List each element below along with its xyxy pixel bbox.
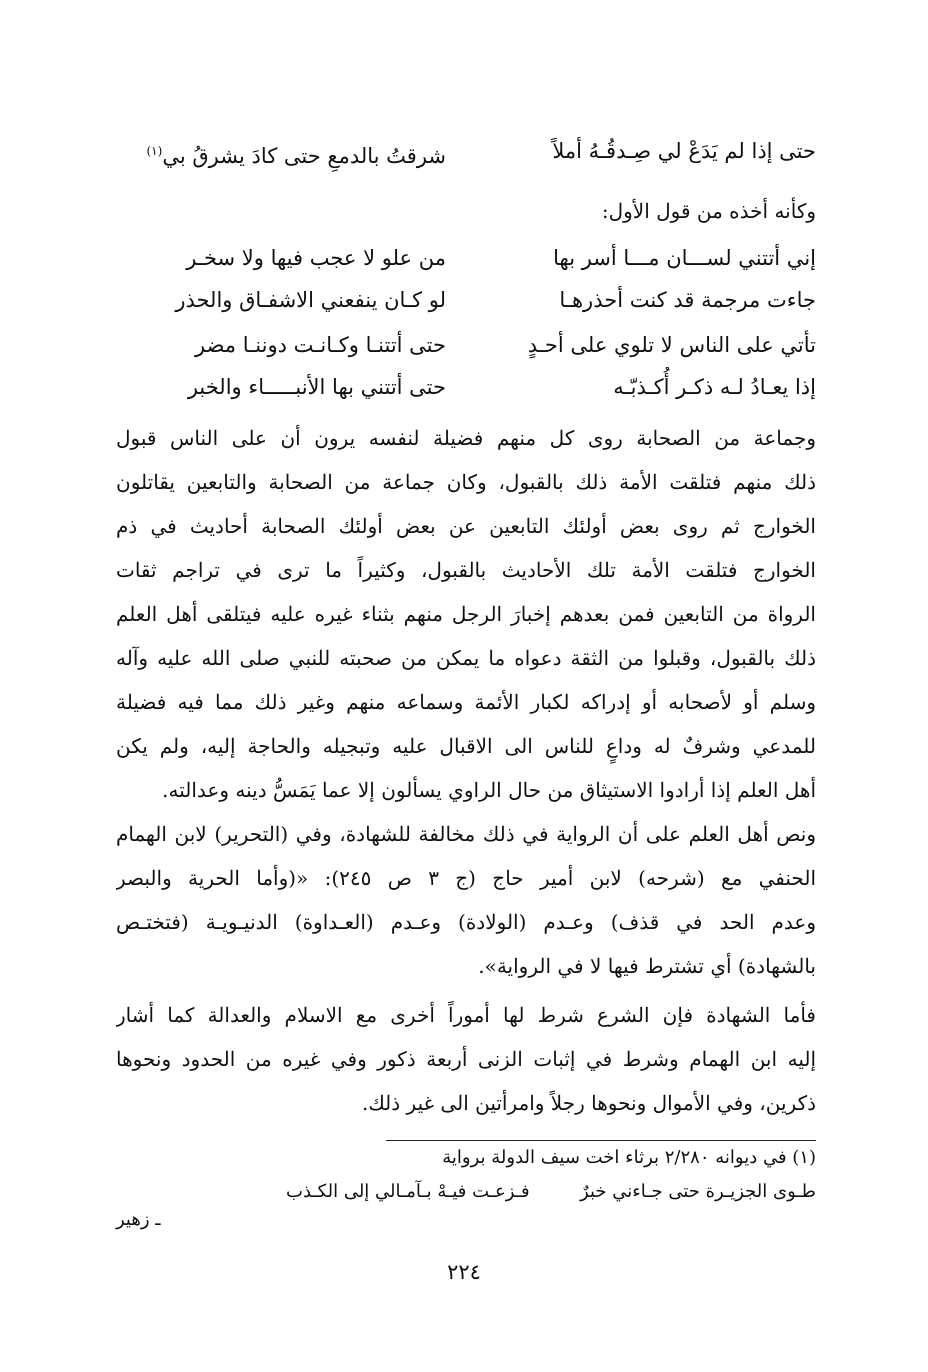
footnote-verse-first: طـوى الجزيـرة حتى جـاءني خبرٌ: [580, 1181, 816, 1202]
paragraph-line: الرواة من التابعين فمن بعدهم إخبارَ الرجل منهم بثناء غيره عليه فيتلقى أهل العلم: [116, 602, 816, 626]
paragraph-line: وعدم الحد في قذف) وعـدم (الولادة) وعـدم (العـداوة) الدنيـويـة (فتختـص: [116, 910, 816, 934]
paragraph-line: إليه ابن الهمام وشرط في إثبات الزنى أربعة ذكور وفي غيره من الحدود ونحوها: [116, 1047, 816, 1071]
footnote-line: (١) في ديوانه ٢/٢٨٠ برثاء اخت سيف الدولة برواية: [442, 1147, 816, 1168]
footnote-separator: [386, 1140, 816, 1141]
verse-first-hemistich: إذا يعـادُ لـه ذكـر أُكـذبّـه: [613, 375, 816, 399]
paragraph-line: وجماعة من الصحابة روى كل منهم فضيلة لنفسه يرون أن على الناس قبول: [116, 426, 816, 450]
verse-line: [116, 131, 816, 171]
paragraph-line: أهل العلم إذا أرادوا الاستيثاق من حال الراوي يسألون إلا عما يَمَسُّ دينه وعدالته.: [162, 778, 816, 802]
paragraph-line: الخوارج ثم روى بعض أولئك التابعين عن بعض أولئك الصحابة أحاديث في ذم: [116, 514, 816, 538]
footnote-verse-second: فـزعـت فيـهْ بـآمـالي إلى الكـذب: [286, 1181, 530, 1202]
paragraph-line: وسلم أو لأصحابه أو إدراكه لكبار الأئمة وسماعه منهم وغير ذلك مما فيه فضيلة: [116, 690, 816, 714]
verse-first-hemistich: إني أتتني لســـان مـــا أسر بها: [553, 246, 816, 270]
paragraph-line: ونص أهل العلم على أن الرواية في ذلك مخالفة للشهادة، وفي (التحرير) لابن الهمام: [116, 822, 816, 846]
paragraph-line: بالشهادة) أي تشترط فيها لا في الرواية».: [478, 954, 816, 978]
verse-second-hemistich: من علو لا عجب فيها ولا سخـر: [186, 246, 446, 270]
intro-line: وكأنه أخذه من قول الأول:: [601, 199, 816, 223]
verse-first-hemistich: تأتي على الناس لا تلوي على أحـدٍ: [527, 333, 816, 357]
verse-second-hemistich: لو كـان ينفعني الاشفـاق والحذر: [175, 288, 446, 312]
paragraph-line: ذلك بالقبول، وقبلوا من الثقة دعواه ما يمكن من صحبته للنبي صلى الله عليه وآله: [116, 646, 816, 670]
verse-line: [116, 325, 816, 365]
verse-second-hemistich: حتى أتتنـا وكـانـت دوننـا مضر: [194, 333, 446, 357]
verse-first-hemistich: حتى إذا لم يَدَعْ لي صِـدقُـهُ أملاً: [552, 139, 816, 163]
paragraph-line: فأما الشهادة فإن الشرع شرط لها أموراً أخرى مع الاسلام والعدالة كما أشار: [116, 1003, 816, 1027]
verse-line: [116, 238, 816, 278]
verse-line: [116, 367, 816, 407]
verse-first-hemistich: جاءت مرجمة قد كنت أحذرهـا: [559, 288, 816, 312]
footnote-attribution: ـ زهير: [116, 1209, 161, 1230]
verse-second-hemistich: [116, 131, 446, 176]
page-number: ٢٢٤: [447, 1260, 481, 1284]
verse-line: [116, 280, 816, 320]
paragraph-line: ذكرين، وفي الأموال ونحوها رجلاً وامرأتين الى غير ذلك.: [361, 1091, 816, 1115]
verse-second-text: شرقتُ بالدمعِ حتى كادَ يشرقُ بي: [162, 144, 446, 168]
footnote-marker: (١): [146, 144, 163, 158]
paragraph-line: ذلك منهم فتلقت الأمة ذلك بالقبول، وكان جماعة من الصحابة والتابعين يقاتلون: [116, 470, 816, 494]
verse-second-hemistich: حتى أتتني بها الأنبـــــاء والخبر: [187, 375, 446, 399]
paragraph-line: الحنفي مع (شرحه) لابن أمير حاج (ج ٣ ص ٢٤٥): «(وأما الحرية والبصر: [116, 866, 816, 890]
paragraph-line: الخوارج فتلقت الأمة تلك الأحاديث بالقبول، وكثيراً ما ترى في تراجم ثقات: [116, 558, 816, 582]
paragraph-line: للمدعي وشرفٌ له وداعٍ للناس الى الاقبال عليه وتبجيله والحاجة إليه، ولم يكن: [116, 734, 816, 758]
